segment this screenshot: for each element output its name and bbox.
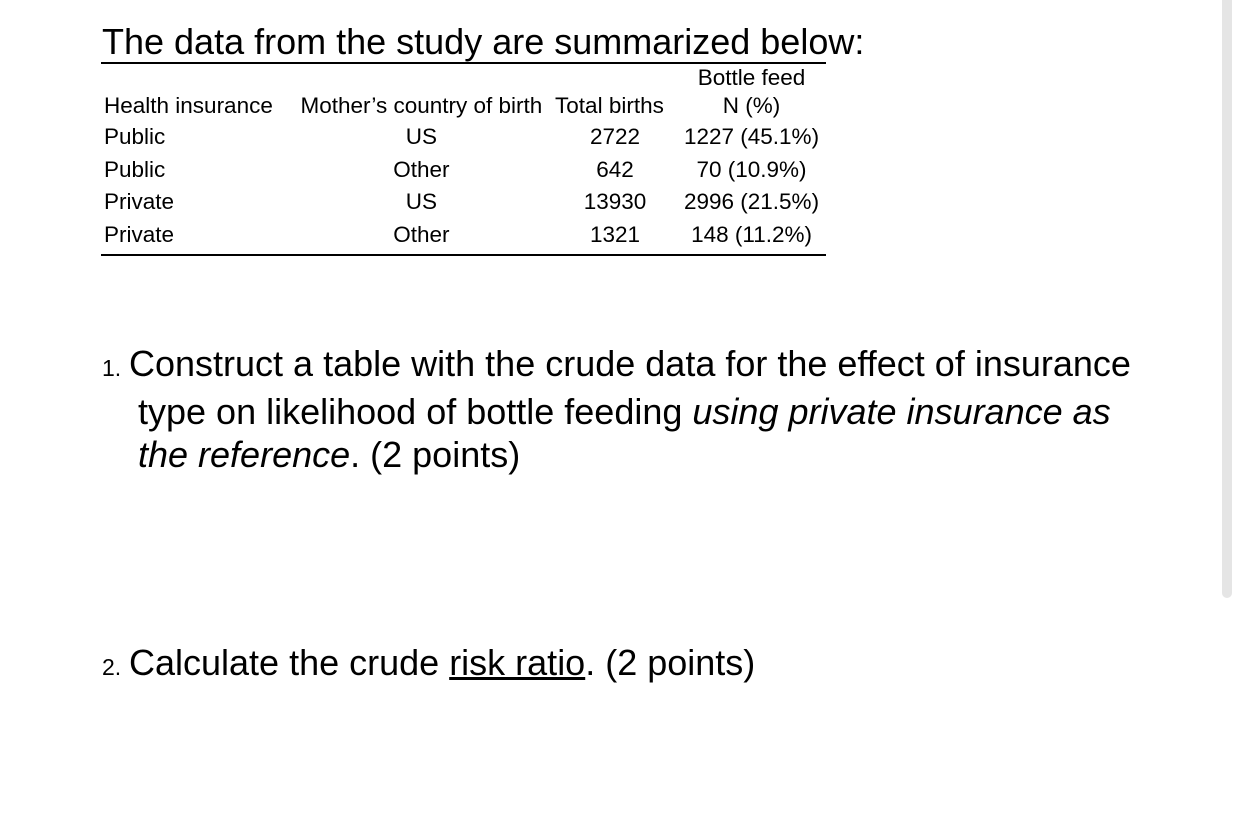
cell-insurance: Private [104,221,175,247]
table-row [101,186,826,219]
header-total-births: Total births [555,93,664,118]
cell-country: Other [393,221,450,247]
table-row [101,219,826,252]
summary-table [101,64,826,251]
table-row [101,121,826,154]
page-heading: The data from the study are summarized below: [102,21,865,62]
cell-country: Other [393,156,450,182]
cell-total-births: 1321 [590,221,641,247]
header-bottle-feed-line1: Bottle feed [697,65,806,90]
cell-insurance: Public [104,124,166,149]
question-2 [102,641,1162,689]
summary-table-container [101,62,826,256]
table-row [101,154,826,187]
cell-bottle-feed: 70 (10.9%) [696,156,807,182]
cell-bottle-feed: 1227 (45.1%) [683,124,820,149]
question-2-number: 2. [102,654,122,680]
question-1-number: 1. [102,355,122,381]
cell-total-births: 642 [596,156,634,182]
question-1-continuation [102,390,1162,476]
cell-insurance: Public [104,156,166,182]
question-1 [102,342,1162,476]
header-bottle-feed-line2: N (%) [722,93,781,118]
question-2-underlined-term: risk ratio [449,642,586,683]
question-2-text-end: . (2 points) [585,642,756,683]
question-1-text-end: . (2 points) [350,434,521,475]
cell-country: US [405,189,437,214]
vertical-scrollbar[interactable] [1222,0,1232,598]
question-1-italic-text: using private insurance as the reference [138,391,1111,475]
cell-country: US [405,124,437,149]
header-health-insurance: Health insurance [104,93,273,118]
header-bottle-feed [677,64,826,121]
question-1-text-start: Construct a table with the crude data for the effect of insurance [129,343,1131,384]
cell-bottle-feed: 148 (11.2%) [691,221,812,247]
question-2-text-start: Calculate the crude [129,642,450,683]
cell-total-births: 2722 [590,124,641,149]
table-header-row [101,64,826,121]
cell-insurance: Private [104,189,175,214]
question-1-text-mid: type on likelihood of bottle feeding [138,391,693,432]
cell-bottle-feed: 2996 (21.5%) [683,189,820,214]
header-country-of-birth: Mother’s country of birth [300,93,543,118]
cell-total-births: 13930 [583,189,647,214]
